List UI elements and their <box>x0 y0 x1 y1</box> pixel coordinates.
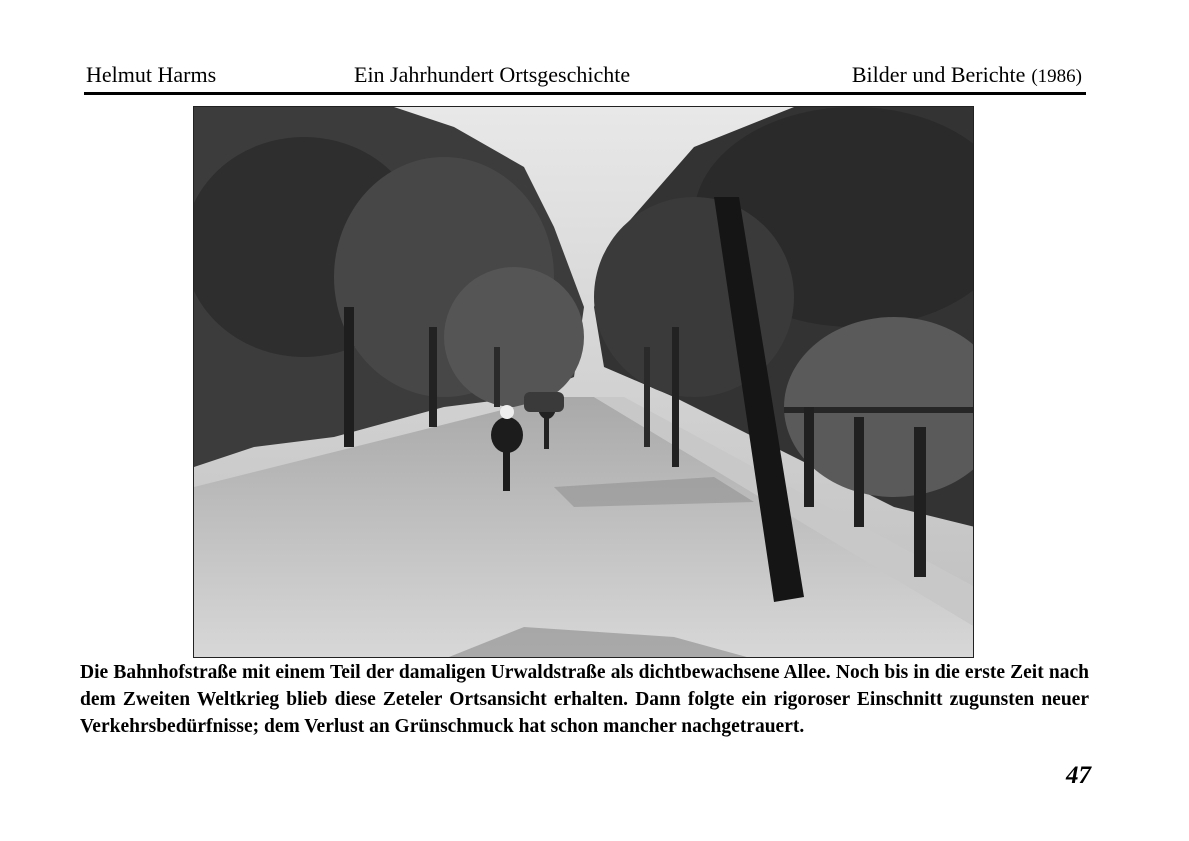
header-title: Ein Jahrhundert Ortsgeschichte <box>354 62 631 87</box>
page-header <box>84 58 1086 95</box>
header-year: (1986) <box>1031 66 1082 87</box>
street-photo <box>193 106 974 658</box>
header-author: Helmut Harms <box>86 62 217 87</box>
street-photo-illustration <box>194 107 974 658</box>
page-number: 47 <box>1066 762 1091 789</box>
header-series: Bilder und Berichte <box>851 62 1026 87</box>
photo-caption: Die Bahnhofstraße mit einem Teil der damaligen Urwaldstraße als dichtbewachsene Allee. Noch bis in die erste Zeit nach dem Zweiten Weltkrieg blieb diese Zeteler Ortsansicht erhalten. Dann folgte ein rigoroser Einschnitt zugunsten neuer Verkehrsbedürfnisse; dem Verlust an Grünschmuck hat schon mancher nachgetrauert. <box>80 662 1089 737</box>
header-series-block <box>852 62 1082 88</box>
